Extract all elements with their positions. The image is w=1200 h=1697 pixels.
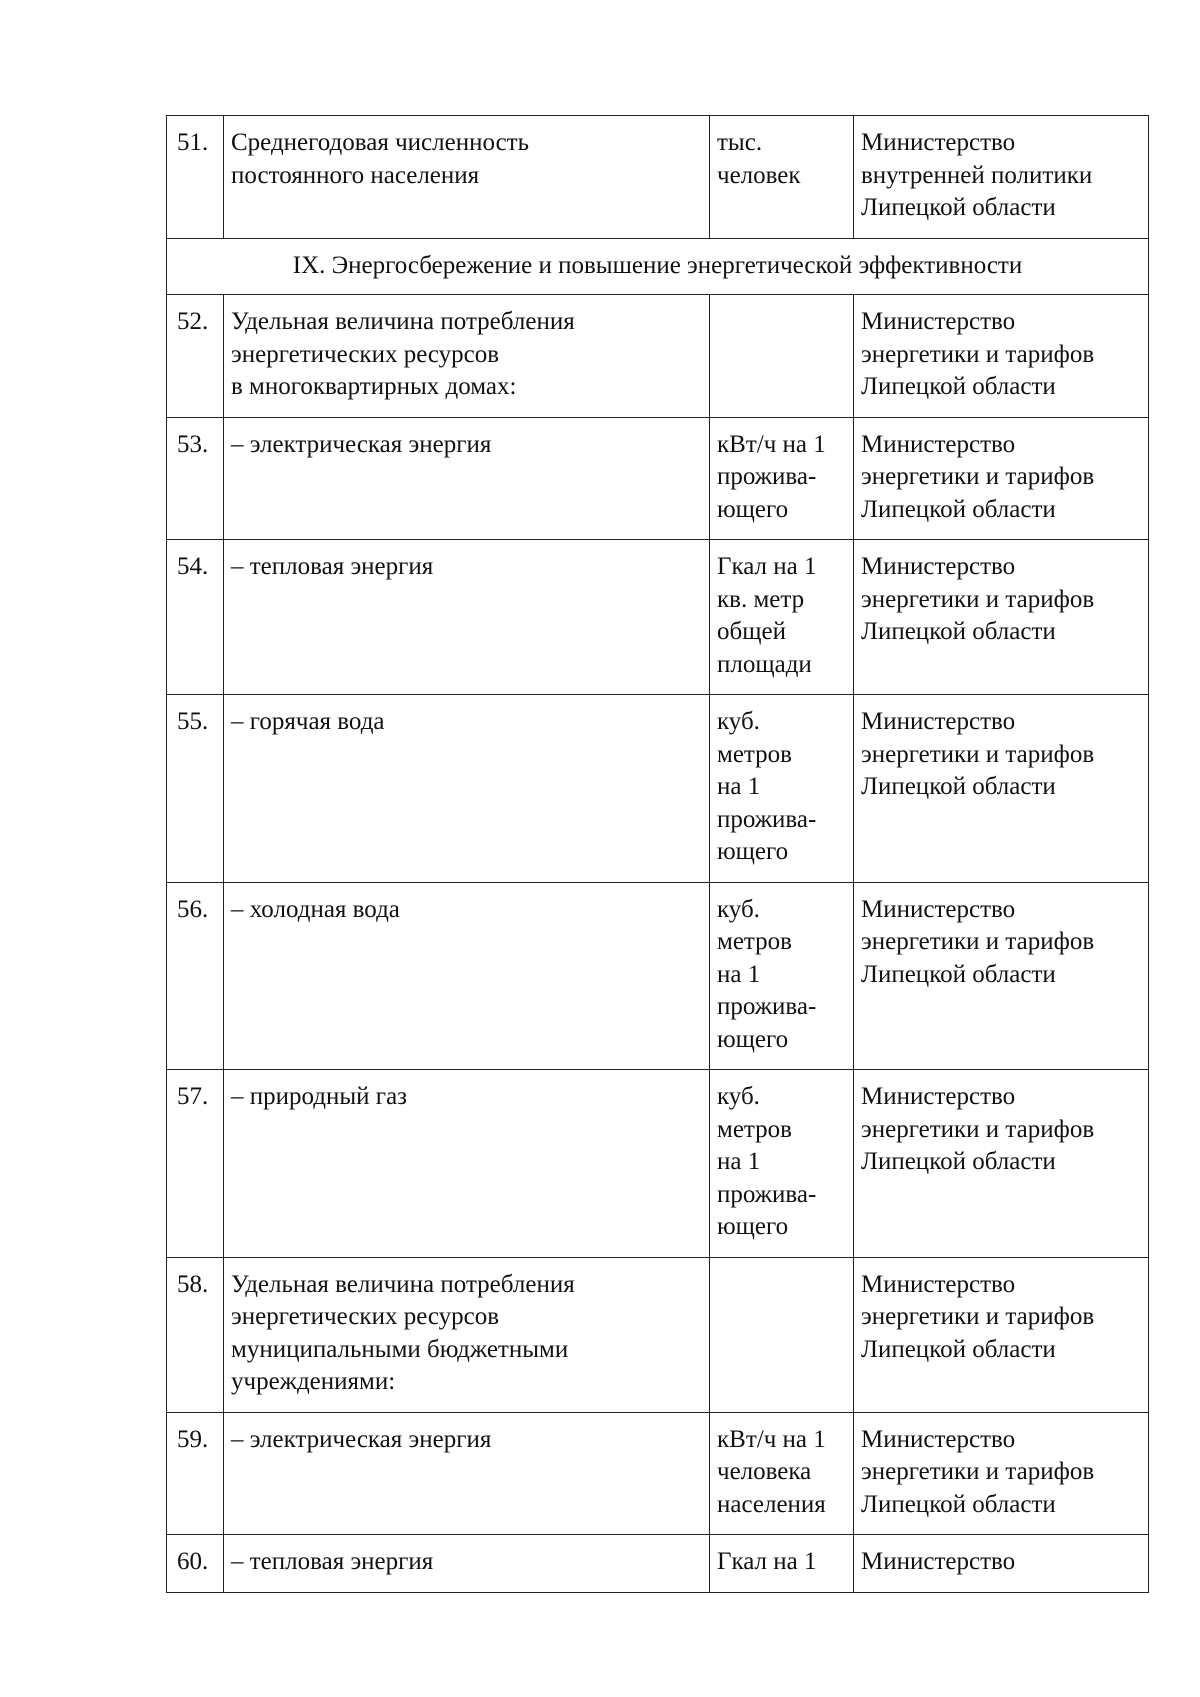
indicators-table-body <box>167 116 1149 1593</box>
unit-cell: куб. метров на 1 прожива- ющего <box>710 695 854 883</box>
unit-cell <box>710 295 854 418</box>
indicator-name-cell: Удельная величина потребления энергетических ресурсов в многоквартирных домах: <box>224 295 710 418</box>
indicator-name-cell: Среднегодовая численность постоянного населения <box>224 116 710 239</box>
row-number-cell: 60. <box>167 1535 224 1593</box>
row-number-cell: 51. <box>167 116 224 239</box>
unit-cell: тыс. человек <box>710 116 854 239</box>
table-row <box>167 1535 1149 1593</box>
unit-cell: куб. метров на 1 прожива- ющего <box>710 1070 854 1258</box>
responsible-body-cell: Министерство энергетики и тарифов Липецкой области <box>854 1412 1149 1535</box>
indicator-name-cell: – холодная вода <box>224 882 710 1070</box>
responsible-body-cell: Министерство энергетики и тарифов Липецкой области <box>854 1070 1149 1258</box>
responsible-body-cell: Министерство энергетики и тарифов Липецкой области <box>854 882 1149 1070</box>
table-row <box>167 417 1149 540</box>
row-number-cell: 54. <box>167 540 224 695</box>
unit-cell: куб. метров на 1 прожива- ющего <box>710 882 854 1070</box>
row-number-cell: 56. <box>167 882 224 1070</box>
section-header: IX. Энергосбережение и повышение энергетической эффективности <box>167 238 1149 295</box>
indicator-name-cell: – электрическая энергия <box>224 417 710 540</box>
indicator-name-cell: – тепловая энергия <box>224 540 710 695</box>
table-row <box>167 882 1149 1070</box>
table-row <box>167 695 1149 883</box>
row-number-cell: 53. <box>167 417 224 540</box>
responsible-body-cell: Министерство энергетики и тарифов Липецкой области <box>854 695 1149 883</box>
section-header-row <box>167 238 1149 295</box>
row-number-cell: 57. <box>167 1070 224 1258</box>
table-row <box>167 540 1149 695</box>
indicator-name-cell: Удельная величина потребления энергетических ресурсов муниципальными бюджетными учреждениями: <box>224 1257 710 1412</box>
responsible-body-cell: Министерство энергетики и тарифов Липецкой области <box>854 295 1149 418</box>
responsible-body-cell: Министерство внутренней политики Липецкой области <box>854 116 1149 239</box>
unit-cell <box>710 1257 854 1412</box>
unit-cell: кВт/ч на 1 человека населения <box>710 1412 854 1535</box>
responsible-body-cell: Министерство энергетики и тарифов Липецкой области <box>854 417 1149 540</box>
table-row <box>167 116 1149 239</box>
row-number-cell: 58. <box>167 1257 224 1412</box>
row-number-cell: 59. <box>167 1412 224 1535</box>
unit-cell: Гкал на 1 <box>710 1535 854 1593</box>
table-row <box>167 1257 1149 1412</box>
responsible-body-cell: Министерство энергетики и тарифов Липецкой области <box>854 1257 1149 1412</box>
responsible-body-cell: Министерство <box>854 1535 1149 1593</box>
row-number-cell: 52. <box>167 295 224 418</box>
table-row <box>167 1412 1149 1535</box>
row-number-cell: 55. <box>167 695 224 883</box>
indicator-name-cell: – электрическая энергия <box>224 1412 710 1535</box>
indicator-name-cell: – горячая вода <box>224 695 710 883</box>
responsible-body-cell: Министерство энергетики и тарифов Липецкой области <box>854 540 1149 695</box>
table-row <box>167 295 1149 418</box>
indicator-name-cell: – природный газ <box>224 1070 710 1258</box>
unit-cell: кВт/ч на 1 прожива- ющего <box>710 417 854 540</box>
table-row <box>167 1070 1149 1258</box>
unit-cell: Гкал на 1 кв. метр общей площади <box>710 540 854 695</box>
indicator-name-cell: – тепловая энергия <box>224 1535 710 1593</box>
indicators-table <box>166 115 1149 1593</box>
